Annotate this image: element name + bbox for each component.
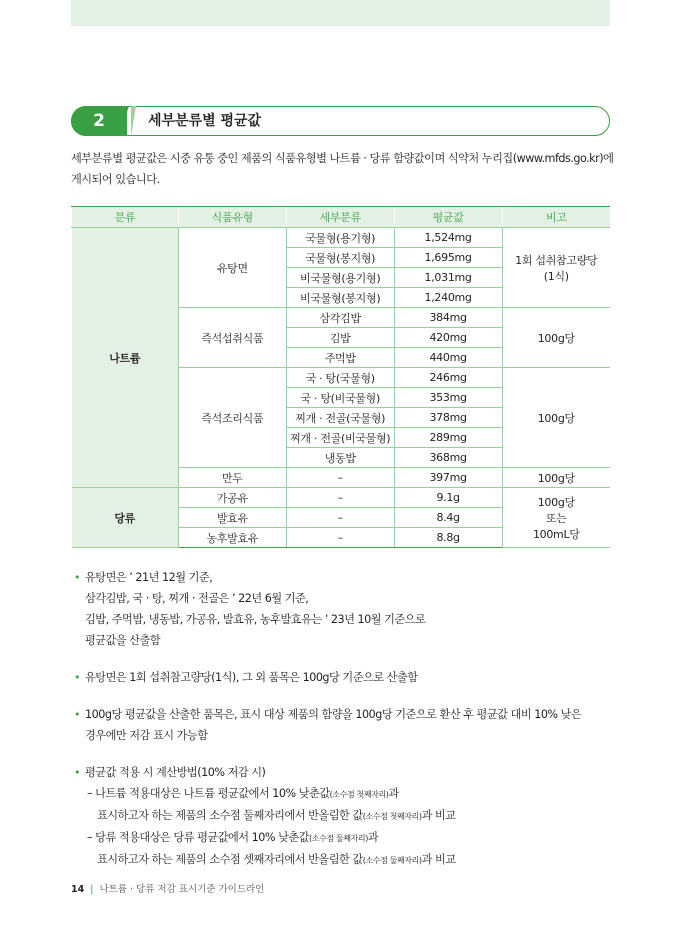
value-cell: 246mg <box>394 368 502 388</box>
section-number-slant <box>119 106 129 136</box>
bullet-line: 유탕면은 1회 섭취참고량당(1식), 그 외 품목은 100g당 기준으로 산출함 <box>85 671 418 684</box>
table-row <box>72 488 611 508</box>
bullet-line: 100g당 평균값을 산출한 품목은, 표시 대상 제품의 함량을 100g당 기준으로 환산 후 평균값 대비 10% 낮은 <box>85 708 582 721</box>
food-type-cell: 만두 <box>178 468 286 488</box>
bullet-icon: • <box>74 766 80 779</box>
col-header-subcategory: 세부분류 <box>286 207 394 228</box>
section-title: 세부분류별 평균값 <box>148 113 262 129</box>
bullet-icon: • <box>74 708 80 721</box>
food-type-cell: 유탕면 <box>178 228 286 308</box>
sub-item-text: 표시하고자 하는 제품의 소수점 셋째자리에서 반올림한 값 <box>97 853 363 866</box>
page-number: 14 <box>71 884 85 895</box>
value-cell: 440mg <box>394 348 502 368</box>
note-cell <box>502 228 610 308</box>
note-text: 또는 <box>545 511 567 525</box>
bullet-line: 경우에만 저감 표시 가능함 <box>85 729 208 742</box>
food-type-cell: 발효유 <box>178 508 286 528</box>
bullet-line: 평균값 적용 시 계산방법(10% 저감 시) <box>85 766 266 779</box>
value-cell: 1,524mg <box>394 228 502 248</box>
bullet-icon: • <box>74 671 80 684</box>
footer-separator: | <box>90 884 94 895</box>
subcategory-cell: 국 · 탕(비국물형) <box>286 388 394 408</box>
subcategory-cell: – <box>286 488 394 508</box>
table-header-row <box>72 207 611 228</box>
subcategory-cell: 비국물형(봉지형) <box>286 288 394 308</box>
sub-item-text: 과 <box>367 831 379 844</box>
col-header-average: 평균값 <box>394 207 502 228</box>
col-header-food-type: 식품유형 <box>178 207 286 228</box>
bullet-line: 김밥, 주먹밥, 냉동밥, 가공유, 발효유, 농후발효유는 ’ 23년 10월 기준으로 <box>85 613 426 626</box>
value-cell: 1,240mg <box>394 288 502 308</box>
sub-item-text: 과 비교 <box>421 809 456 822</box>
sub-item-text: 과 <box>388 787 399 800</box>
value-cell: 368mg <box>394 448 502 468</box>
subcategory-cell: 국물형(봉지형) <box>286 248 394 268</box>
note-text: 100mL당 <box>532 527 580 541</box>
footer-title: 나트륨 · 당류 저감 표시기준 가이드라인 <box>99 884 265 895</box>
list-item <box>71 762 616 871</box>
subcategory-cell: 삼각김밥 <box>286 308 394 328</box>
value-cell: 8.8g <box>394 528 502 548</box>
bullet-icon: • <box>74 571 80 584</box>
list-item <box>71 567 616 651</box>
food-type-cell: 가공유 <box>178 488 286 508</box>
sub-item-text: – 나트륨 적용대상은 나트륨 평균값에서 10% 낮춘값 <box>87 787 330 800</box>
list-item <box>71 667 616 688</box>
note-text: 1회 섭취참고량당 <box>515 253 598 267</box>
intro-line: 게시되어 있습니다. <box>71 173 160 186</box>
sub-item <box>85 805 616 827</box>
sub-item-text: – 당류 적용대상은 당류 평균값에서 10% 낮춘값 <box>87 831 310 844</box>
intro-line: 세부분류별 평균값은 시중 유통 중인 제품의 식품유형별 나트륨 · 당류 함량값이며 식약처 누리집(www.mfds.go.kr)에 <box>71 152 614 165</box>
bullet-line: 삼각김밥, 국 · 탕, 찌개 · 전골은 ’ 22년 6월 기준, <box>85 592 309 605</box>
subcategory-cell: – <box>286 468 394 488</box>
sub-item-text: 과 비교 <box>421 853 456 866</box>
note-text: 100g당 <box>537 495 575 509</box>
bullet-line: 유탕면은 ’ 21년 12월 기준, <box>85 571 213 584</box>
sub-item <box>85 827 616 849</box>
note-cell <box>502 488 610 548</box>
value-cell: 8.4g <box>394 508 502 528</box>
value-cell: 420mg <box>394 328 502 348</box>
small-note: (소수점 둘째자리) <box>309 834 368 843</box>
value-cell: 9.1g <box>394 488 502 508</box>
intro-paragraph <box>71 148 616 190</box>
col-header-category: 분류 <box>72 207 179 228</box>
list-item <box>71 704 616 746</box>
category-sodium: 나트륨 <box>72 228 179 488</box>
subcategory-cell: 냉동밥 <box>286 448 394 468</box>
subcategory-cell: 찌개 · 전골(비국물형) <box>286 428 394 448</box>
value-cell: 1,031mg <box>394 268 502 288</box>
value-cell: 353mg <box>394 388 502 408</box>
note-text: (1식) <box>543 269 569 283</box>
average-value-table <box>71 206 610 548</box>
food-type-cell: 즉석조리식품 <box>178 368 286 468</box>
table-row <box>72 228 611 248</box>
small-note: (소수점 둘째자리) <box>362 856 422 865</box>
sub-item <box>85 849 616 871</box>
bullet-line: 평균값을 산출함 <box>85 634 161 647</box>
food-type-cell: 농후발효유 <box>178 528 286 548</box>
value-cell: 289mg <box>394 428 502 448</box>
category-sugar: 당류 <box>72 488 179 548</box>
small-note: (소수점 첫째자리) <box>362 812 422 821</box>
subcategory-cell: 비국물형(용기형) <box>286 268 394 288</box>
subcategory-cell: – <box>286 508 394 528</box>
subcategory-cell: 찌개 · 전골(국물형) <box>286 408 394 428</box>
col-header-note: 비고 <box>502 207 610 228</box>
subcategory-cell: 국 · 탕(국물형) <box>286 368 394 388</box>
subcategory-cell: – <box>286 528 394 548</box>
value-cell: 1,695mg <box>394 248 502 268</box>
value-cell: 384mg <box>394 308 502 328</box>
section-number-accent <box>131 106 136 136</box>
page-footer <box>71 881 264 895</box>
note-cell: 100g당 <box>502 308 610 368</box>
food-type-cell: 즉석섭취식품 <box>178 308 286 368</box>
small-note: (소수점 첫째자리) <box>329 790 389 799</box>
note-cell: 100g당 <box>502 468 610 488</box>
subcategory-cell: 김밥 <box>286 328 394 348</box>
sub-item <box>85 783 616 805</box>
value-cell: 397mg <box>394 468 502 488</box>
subcategory-cell: 국물형(용기형) <box>286 228 394 248</box>
value-cell: 378mg <box>394 408 502 428</box>
sub-item-text: 표시하고자 하는 제품의 소수점 둘째자리에서 반올림한 값 <box>97 809 363 822</box>
note-cell: 100g당 <box>502 368 610 468</box>
section-heading <box>71 106 610 136</box>
section-number: 2 <box>71 106 127 136</box>
subcategory-cell: 주먹밥 <box>286 348 394 368</box>
notes-list <box>71 567 616 871</box>
top-color-band <box>71 0 610 26</box>
